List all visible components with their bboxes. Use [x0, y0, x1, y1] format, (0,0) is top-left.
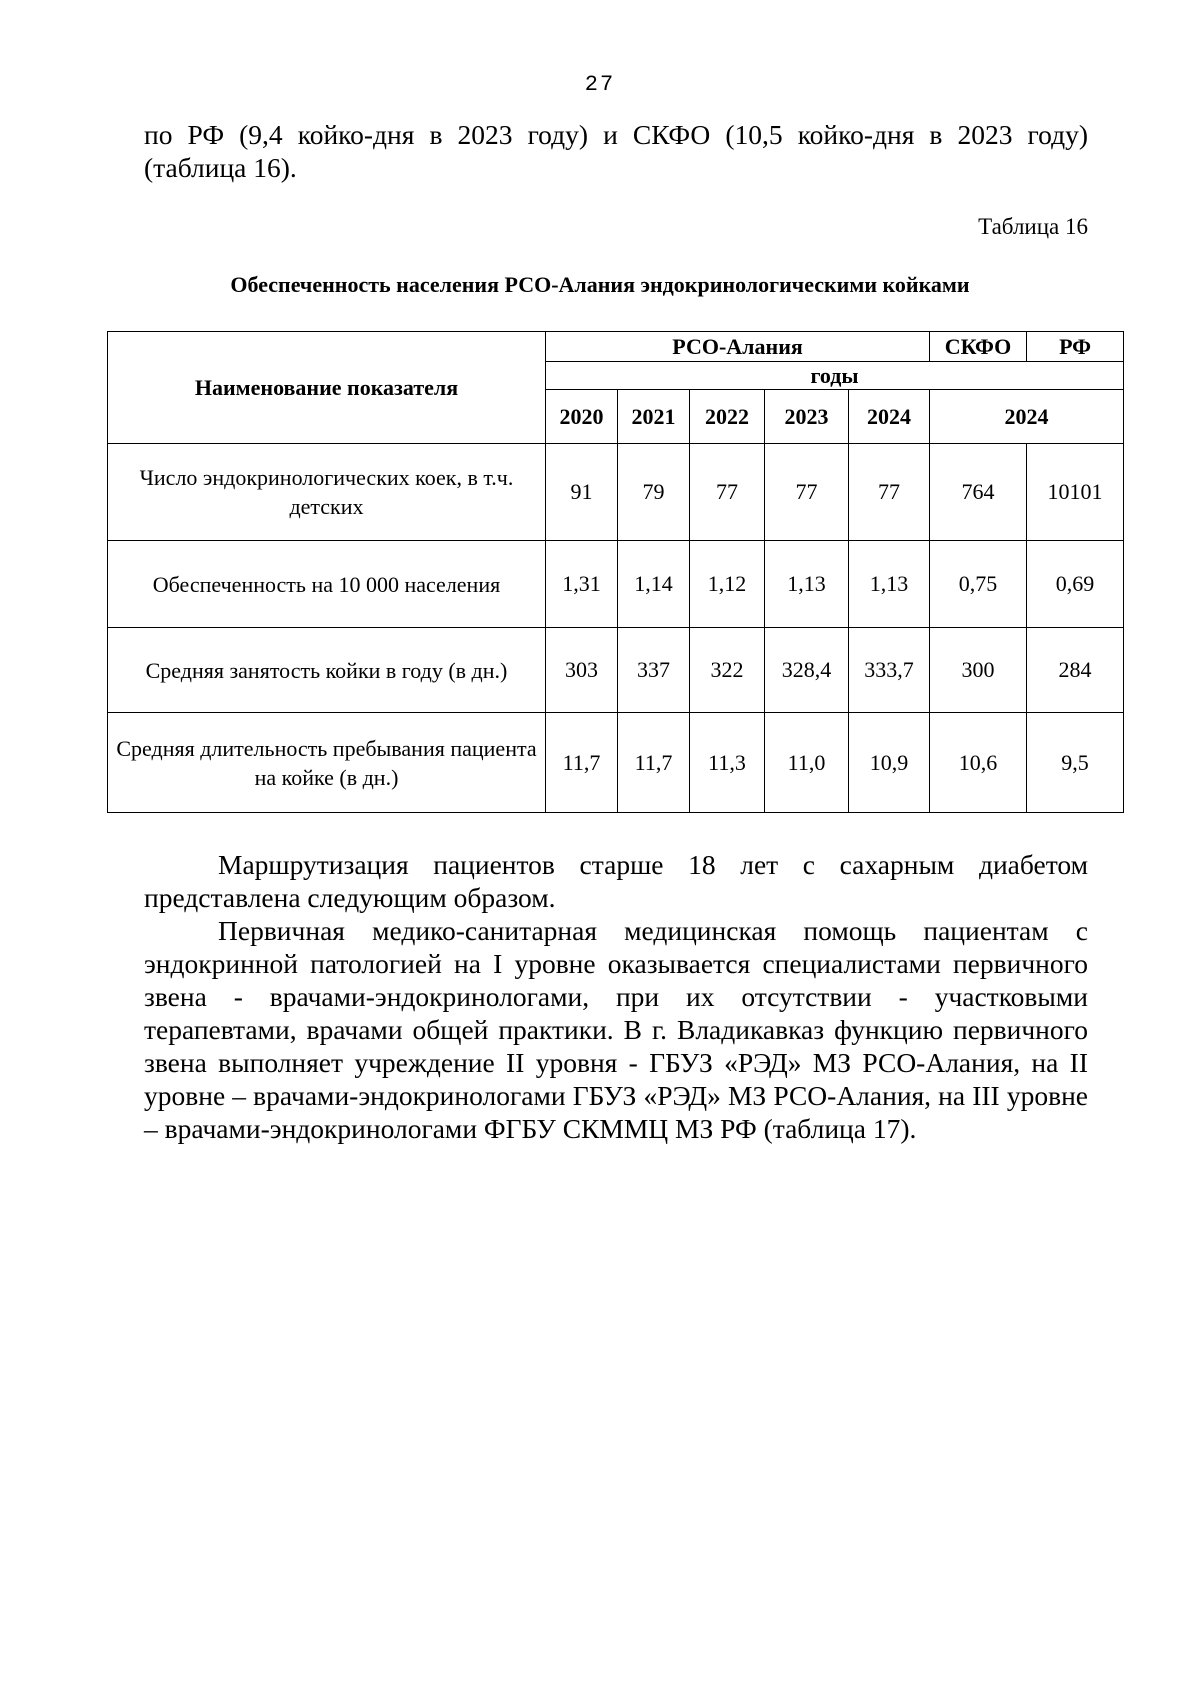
table-cell: 11,3 [690, 713, 765, 813]
table-cell: 1,31 [546, 541, 618, 628]
table-cell: 77 [849, 444, 930, 541]
table-cell: 328,4 [765, 628, 849, 713]
years-label: годы [546, 362, 1124, 390]
table-cell: 10,6 [930, 713, 1027, 813]
page-number: 27 [584, 72, 616, 97]
table-cell: 11,0 [765, 713, 849, 813]
table-cell: 300 [930, 628, 1027, 713]
table-cell: 11,7 [546, 713, 618, 813]
table-cell: 0,75 [930, 541, 1027, 628]
table-row [108, 628, 1124, 713]
table-cell: 9,5 [1027, 713, 1124, 813]
table-row [108, 444, 1124, 541]
table-cell: 337 [618, 628, 690, 713]
year-header: 2021 [618, 390, 690, 444]
table-label: Таблица 16 [978, 214, 1088, 239]
table-cell: 10,9 [849, 713, 930, 813]
table-header-row [108, 332, 1124, 362]
country-header: РФ [1027, 332, 1124, 362]
row-name: Средняя длительность пребывания пациента на койке (в дн.) [108, 713, 546, 813]
routing-paragraph: Маршрутизация пациентов старше 18 лет с сахарным диабетом представлена следующим образом. [144, 849, 1088, 913]
year-header: 2020 [546, 390, 618, 444]
year-header: 2022 [690, 390, 765, 444]
table-cell: 764 [930, 444, 1027, 541]
table-cell: 1,13 [849, 541, 930, 628]
table-cell: 10101 [1027, 444, 1124, 541]
table-cell: 1,13 [765, 541, 849, 628]
table-cell: 0,69 [1027, 541, 1124, 628]
indicator-header: Наименование показателя [108, 332, 546, 444]
comparison-year-header: 2024 [930, 390, 1124, 444]
intro-paragraph: по РФ (9,4 койко-дня в 2023 году) и СКФО (10,5 койко-дня в 2023 году) (таблица 16). [144, 119, 1088, 183]
beds-table [107, 331, 1124, 813]
table-cell: 91 [546, 444, 618, 541]
table-cell: 333,7 [849, 628, 930, 713]
table-cell: 1,12 [690, 541, 765, 628]
row-name: Средняя занятость койки в году (в дн.) [108, 628, 546, 713]
district-header: СКФО [930, 332, 1027, 362]
table-title: Обеспеченность населения РСО-Алания эндокринологическими койками [230, 272, 970, 297]
year-header: 2023 [765, 390, 849, 444]
row-name: Число эндокринологических коек, в т.ч. детских [108, 444, 546, 541]
table-row [108, 541, 1124, 628]
table-row [108, 713, 1124, 813]
year-header: 2024 [849, 390, 930, 444]
table-cell: 79 [618, 444, 690, 541]
row-name: Обеспеченность на 10 000 населения [108, 541, 546, 628]
table-cell: 322 [690, 628, 765, 713]
table-cell: 303 [546, 628, 618, 713]
table-cell: 77 [690, 444, 765, 541]
table-cell: 77 [765, 444, 849, 541]
region-header: РСО-Алания [546, 332, 930, 362]
table-cell: 1,14 [618, 541, 690, 628]
table-cell: 11,7 [618, 713, 690, 813]
table-cell: 284 [1027, 628, 1124, 713]
primary-care-paragraph: Первичная медико-санитарная медицинская помощь пациентам с эндокринной патологией на I уровне оказывается специалистами первичного звена - врачами-эндокринологами, при их отсутствии - участковыми терапевтами, врачами общей практики. В г. Владикавказ функцию первичного звена выполняет учреждение II уровня - ГБУЗ «РЭД» МЗ РСО-Алания, на II уровне – врачами-эндокринологами ГБУЗ «РЭД» МЗ РСО-Алания, на III уровне – врачами-эндокринологами ФГБУ СКММЦ МЗ РФ (таблица 17). [144, 915, 1088, 1144]
